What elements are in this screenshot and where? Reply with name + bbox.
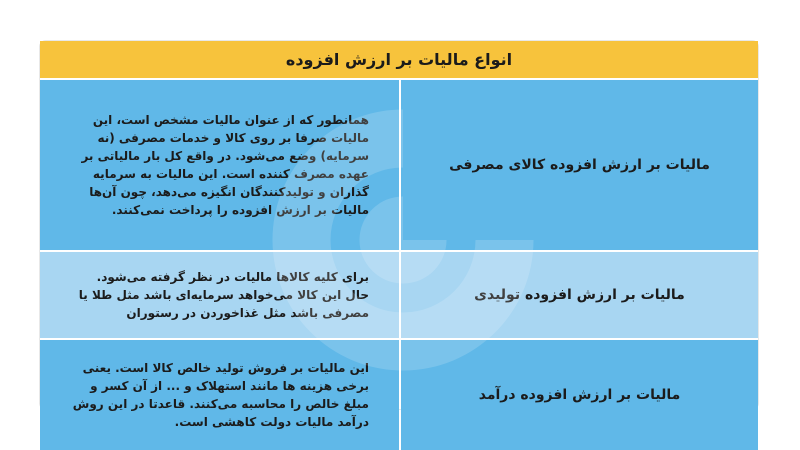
vat-types-table xyxy=(40,41,758,429)
vat-type-description xyxy=(40,340,399,450)
table-title: انواع مالیات بر ارزش افزوده xyxy=(40,41,758,78)
vat-type-description xyxy=(40,252,399,338)
description-text: برای کلیه کالاها مالیات در نظر گرفته می‌شود. حال این کالا می‌خواهد سرمایه‌ای باشد مثل طلا یا مصرفی باشد مثل غذاخوردن در رستوران xyxy=(78,270,369,320)
table-row xyxy=(40,340,758,450)
description-text: این مالیات بر فروش تولید خالص کالا است. یعنی برخی هزینه ها مانند استهلاک و ... از آن کسر و مبلغ خالص را محاسبه می‌کنند. قاعدتا در این روش درآمد مالیات دولت کاهشی است. xyxy=(72,361,369,429)
table-row xyxy=(40,252,758,338)
vat-type-name: مالیات بر ارزش افزوده تولیدی xyxy=(401,252,758,338)
table-row xyxy=(40,80,758,250)
vat-type-description xyxy=(40,80,399,250)
vat-type-name: مالیات بر ارزش افزوده درآمد xyxy=(401,340,758,450)
description-text: همانطور که از عنوان مالیات مشخص است، این مالیات صرفا بر روی کالا و خدمات مصرفی (نه سرمایه) وضع می‌شود. در واقع کل بار مالیاتی بر عهده مصرف کننده است. این مالیات به سرمایه گذاران و تولیدکنندگان انگیزه می‌دهد، چون آن‌ها مالیات بر ارزش افزوده را پرداخت نمی‌کنند. xyxy=(81,113,369,217)
vat-type-name: مالیات بر ارزش افزوده کالای مصرفی xyxy=(401,80,758,250)
